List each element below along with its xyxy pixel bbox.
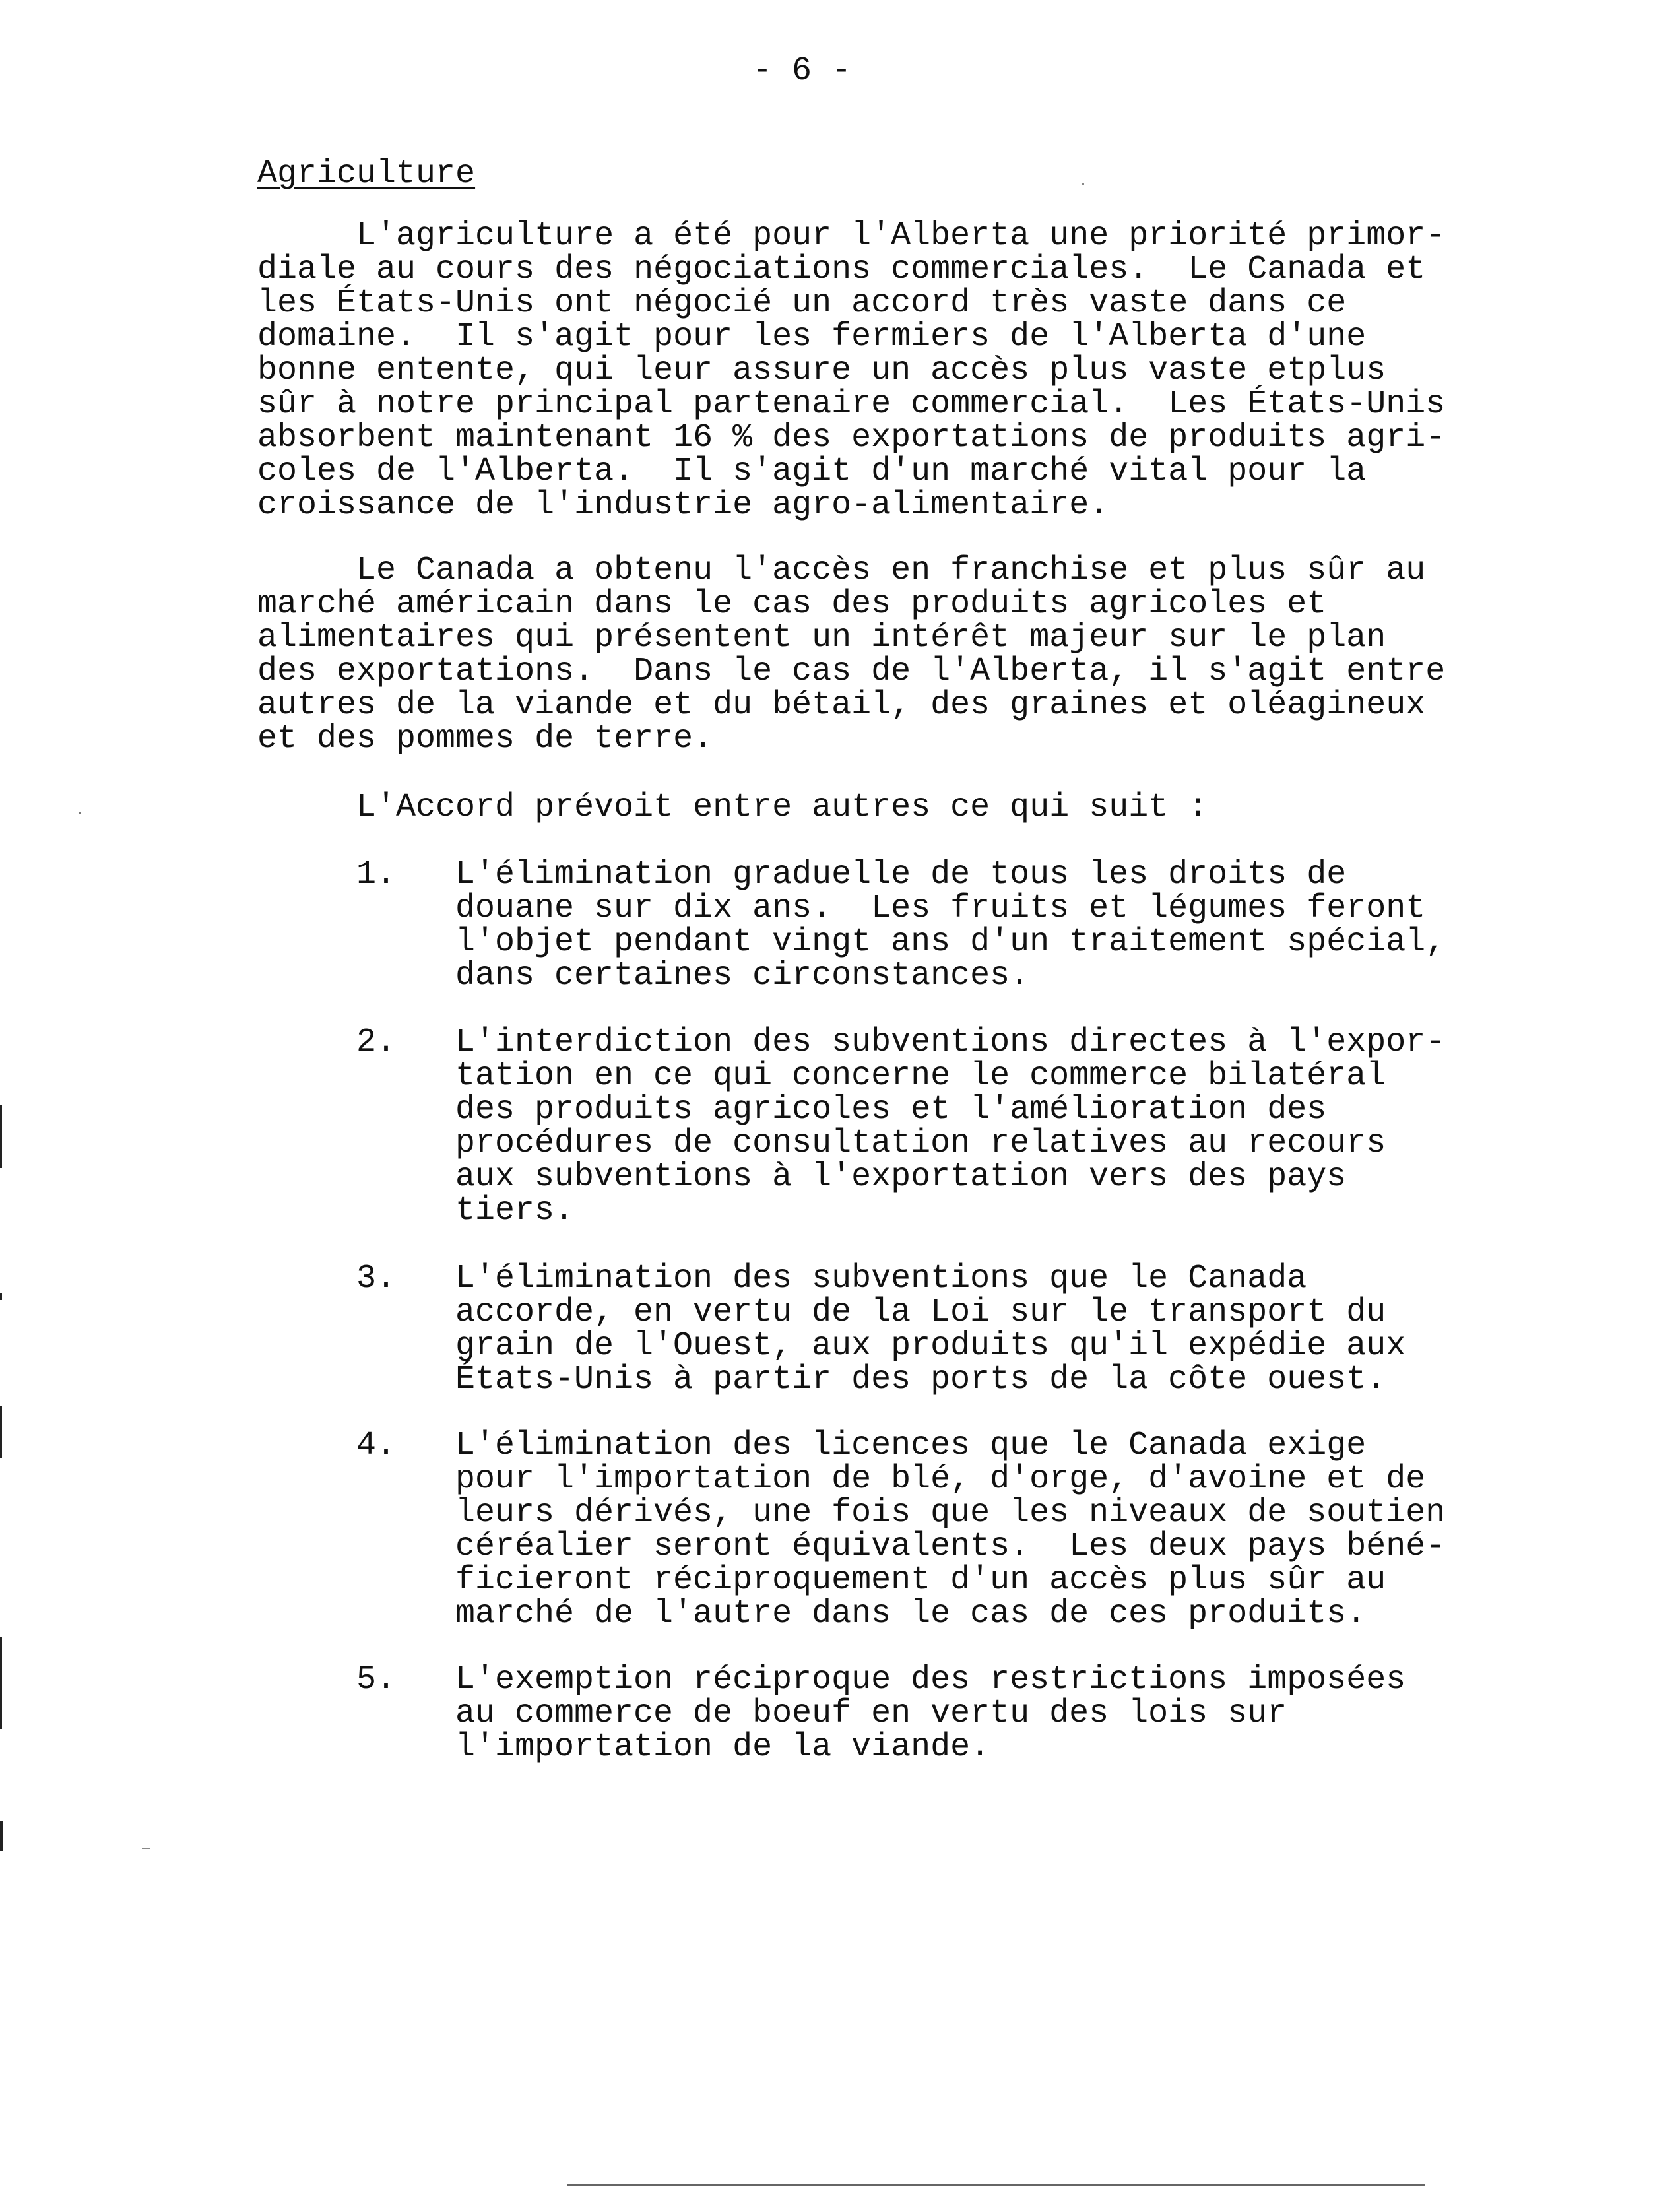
scan-mark <box>0 1105 2 1168</box>
list-item-number: 1. <box>356 856 397 894</box>
list-item-number: 4. <box>356 1427 397 1464</box>
scan-mark <box>142 1848 150 1849</box>
scan-mark <box>1082 183 1084 185</box>
list-item-text: L'élimination des licences que le Canada exige pour l'importation de blé, d'orge, d'avoine et de leurs dérivés, une fois que les niveaux de soutien céréalier seront équivalents. Les deux pays béné- ficieront réciproquement d'un accès plus sûr au marché de l'autre dans le cas de ces produits. <box>455 1427 1446 1633</box>
list-item-text: L'élimination des subventions que le Canada accorde, en vertu de la Loi sur le transport du grain de l'Ouest, aux produits qu'il expédie aux États-Unis à partir des ports de la côte ouest. <box>455 1260 1406 1398</box>
list-item-number: 2. <box>356 1024 397 1061</box>
scan-mark <box>0 1821 3 1851</box>
scan-mark <box>0 1637 2 1729</box>
paragraph-agreement-provisions: L'Accord prévoit entre autres ce qui suit : <box>257 789 1208 826</box>
list-item-number: 3. <box>356 1260 397 1297</box>
list-item-number: 5. <box>356 1661 397 1699</box>
paragraph-market-access: Le Canada a obtenu l'accès en franchise et plus sûr au marché américain dans le cas des produits agricoles et alimentaires qui présentent un intérêt majeur sur le plan des exportations. Dans le cas de l'Alberta, il s'agit entre autres de la viande et du bétail, des graines et oléagineux et des pommes de terre. <box>257 552 1446 758</box>
list-item-text: L'exemption réciproque des restrictions imposées au commerce de boeuf en vertu des lois sur l'importation de la viande. <box>455 1661 1406 1766</box>
list-item-text: L'élimination graduelle de tous les droits de douane sur dix ans. Les fruits et légumes feront l'objet pendant vingt ans d'un traitement spécial, dans certaines circonstances. <box>455 856 1446 995</box>
scan-mark <box>0 1406 2 1458</box>
scan-mark <box>79 812 81 814</box>
bottom-rule <box>567 2184 1425 2186</box>
section-title: Agriculture <box>257 155 476 193</box>
paragraph-intro: L'agriculture a été pour l'Alberta une priorité primor- diale au cours des négociations commerciales. Le Canada et les États-Unis ont négocié un accord très vaste dans ce domaine. Il s'agit pour les fermiers de l'Alberta d'une bonne entente, qui leur assure un accès plus vaste etplus sûr à notre principal partenaire commercial. Les États-Unis absorbent maintenant 16 % des exportations de produits agri- coles de l'Alberta. Il s'agit d'un marché vital pour la croissance de l'industrie agro-alimentaire. <box>257 217 1446 524</box>
page-number: - 6 - <box>752 52 852 90</box>
scan-mark <box>0 1293 2 1300</box>
list-item-text: L'interdiction des subventions directes à l'expor- tation en ce qui concerne le commerce bilatéral des produits agricoles et l'amélioration des procédures de consultation relatives au recours aux subventions à l'exportation vers des pays tiers. <box>455 1024 1446 1229</box>
